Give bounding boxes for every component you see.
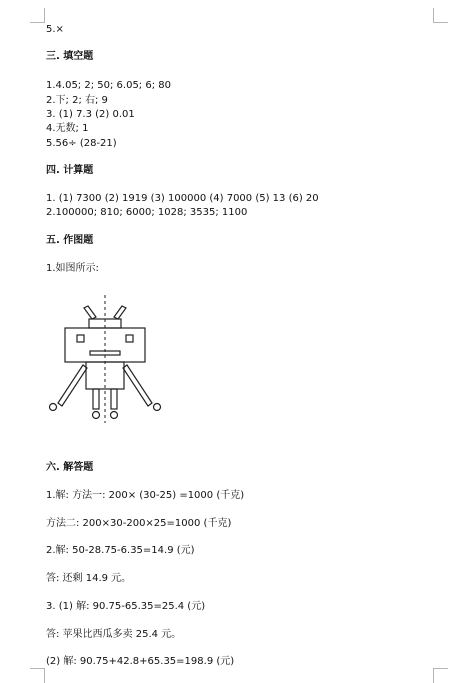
crop-mark-top-left bbox=[30, 8, 45, 23]
right-arm bbox=[123, 365, 152, 406]
solve-line-3: 2.解: 50-28.75-6.35=14.9 (元) bbox=[46, 545, 195, 556]
fill-answer-1: 1.4.05; 2; 50; 6.05; 6; 80 bbox=[46, 80, 171, 91]
crop-mark-bottom-left bbox=[30, 668, 45, 683]
draw-answer-1: 1.如图所示: bbox=[46, 263, 99, 274]
left-hand bbox=[50, 404, 57, 411]
solve-line-7: (2) 解: 90.75+42.8+65.35=198.9 (元) bbox=[46, 656, 235, 667]
left-leg bbox=[93, 389, 99, 409]
section-heading-solve: 六. 解答题 bbox=[46, 462, 94, 473]
calc-answer-1: 1. (1) 7300 (2) 1919 (3) 100000 (4) 7000 (5) 13 (6) 20 bbox=[46, 193, 319, 204]
section-heading-draw: 五. 作图题 bbox=[46, 235, 94, 246]
fill-answer-2: 2.下; 2; 右; 9 bbox=[46, 95, 108, 106]
symmetric-robot-figure bbox=[40, 293, 170, 425]
section-heading-calc: 四. 计算题 bbox=[46, 165, 94, 176]
right-eye bbox=[126, 335, 133, 342]
left-foot bbox=[93, 412, 100, 419]
fill-answer-4: 4.无数; 1 bbox=[46, 123, 89, 134]
right-hand bbox=[154, 404, 161, 411]
crop-mark-top-right bbox=[433, 8, 448, 23]
solve-line-1: 1.解: 方法一: 200× (30-25) =1000 (千克) bbox=[46, 490, 245, 501]
left-antenna bbox=[84, 306, 96, 319]
right-leg bbox=[111, 389, 117, 409]
solve-line-2: 方法二: 200×30-200×25=1000 (千克) bbox=[46, 518, 232, 529]
judge-answer-5: 5.× bbox=[46, 24, 64, 35]
solve-line-6: 答: 苹果比西瓜多卖 25.4 元。 bbox=[46, 629, 182, 640]
solve-line-5: 3. (1) 解: 90.75-65.35=25.4 (元) bbox=[46, 601, 206, 612]
right-antenna bbox=[114, 306, 126, 319]
fill-answer-3: 3. (1) 7.3 (2) 0.01 bbox=[46, 109, 135, 120]
solve-line-4: 答: 还剩 14.9 元。 bbox=[46, 573, 132, 584]
fill-answer-5: 5.56÷ (28-21) bbox=[46, 138, 117, 149]
right-foot bbox=[111, 412, 118, 419]
left-arm bbox=[58, 365, 87, 406]
left-eye bbox=[77, 335, 84, 342]
crop-mark-bottom-right bbox=[433, 668, 448, 683]
section-heading-fill: 三. 填空题 bbox=[46, 51, 94, 62]
calc-answer-2: 2.100000; 810; 6000; 1028; 3535; 1100 bbox=[46, 207, 248, 218]
